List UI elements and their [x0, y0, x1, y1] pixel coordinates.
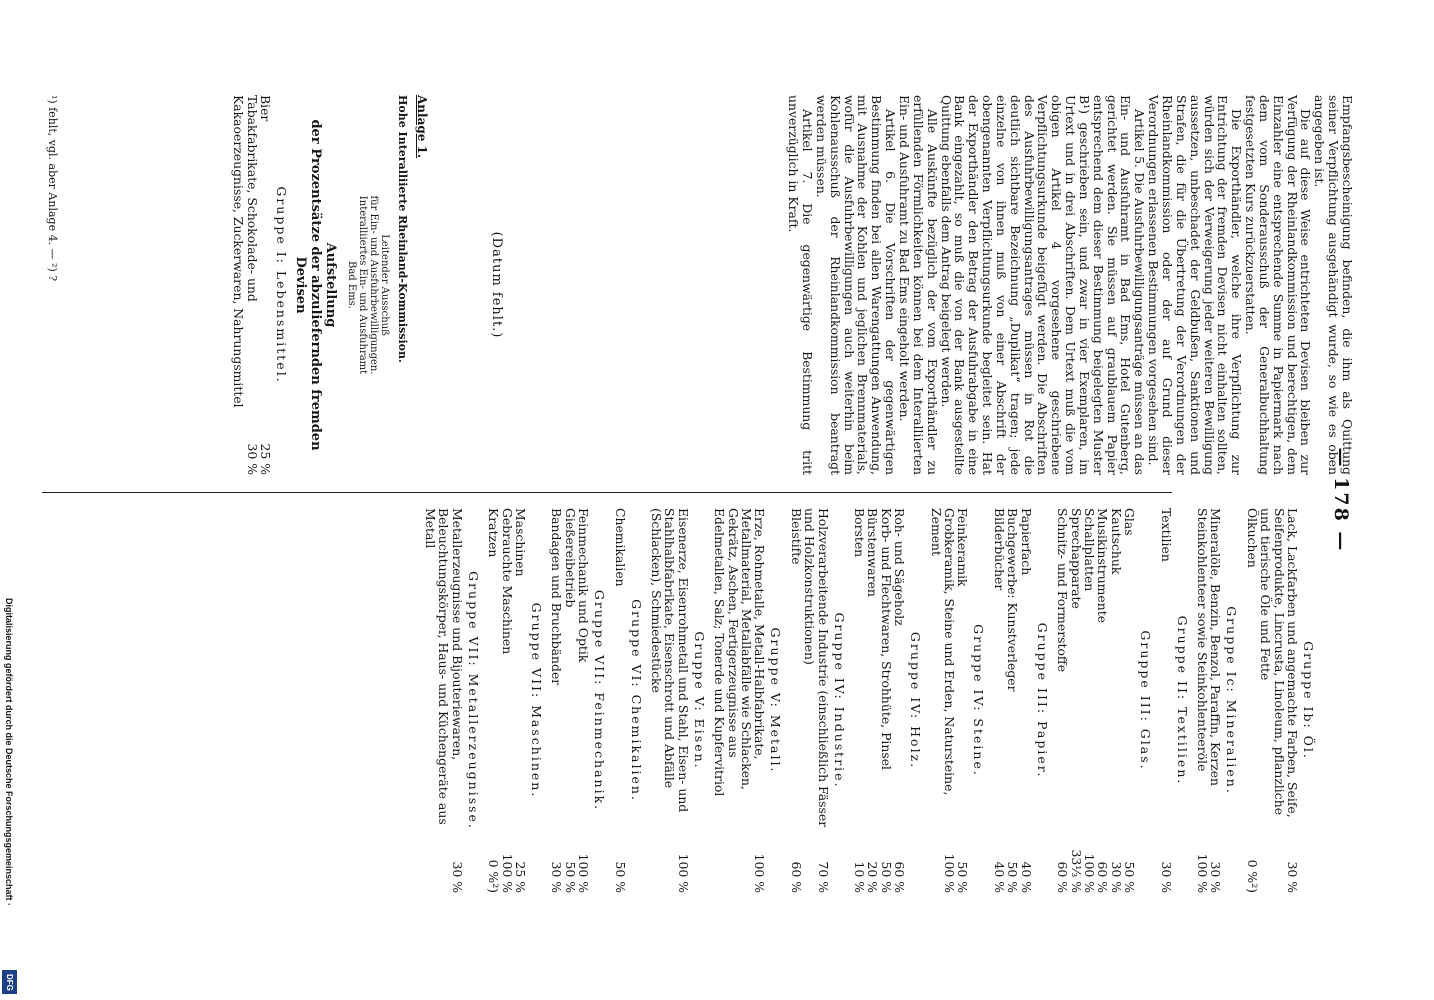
paragraph: Empfangsbescheinigung befinden, die ihm als Quittung seiner Verpflichtung ausgehändigt wurde, so wie es oben angegeben ist. — [1312, 95, 1355, 475]
table-row — [1196, 508, 1209, 893]
row-value: 50 % — [878, 861, 894, 893]
row-value: 70 % — [815, 861, 831, 893]
row-value: 100 % — [675, 853, 691, 893]
table-row — [1006, 508, 1019, 893]
row-label: Gießereibetrieb — [562, 508, 578, 608]
table-row — [1123, 508, 1136, 893]
committee-line: Bad Ems. — [346, 261, 357, 309]
group-title: Gruppe III: Glas. — [1138, 630, 1154, 771]
group-title: Gruppe VII: Feinmechanik. — [592, 589, 608, 812]
annex-title — [293, 95, 338, 475]
row-label: Kratzen — [486, 508, 502, 558]
group-title: Gruppe IV: Steine. — [971, 624, 987, 777]
row-value: 30 % — [1208, 861, 1224, 893]
row-value: 60 % — [1095, 861, 1111, 893]
paragraph: Alle Auskünfte bezüglich der vom Exporthändler zu erfüllenden Förmlichkeiten können bei dem Interalliierten Ein- und Ausfuhramt zu Bad Ems eingeholt werden. — [897, 95, 940, 475]
committee-line: für Ein- und Ausfuhrbewilligungen. — [368, 195, 379, 375]
row-label: Bier — [258, 95, 273, 122]
row-value: 60 % — [1055, 861, 1071, 893]
page-number: — 178 — — [1330, 447, 1352, 553]
paragraph: Die Exporthändler, welche ihre Verpflichtung zur Entrichtung der fremden Devisen nicht einhalten sollten, würden sich der Verweigerung jeder weiteren Bewilligung aussetzen, unbeschadet der Geldbußen, Sanktionen und Strafen, die für die Übertretung der Verordnungen der Rheinlandkommission oder der auf Grund dieser Verordnungen erlassenen Bestimmungen vorgesehen sind. — [1146, 95, 1245, 475]
row-label: Bleistifte — [788, 508, 804, 565]
table-row — [1209, 508, 1222, 893]
row-value: 25 % — [512, 861, 528, 893]
left-column — [0, 95, 1434, 475]
row-value: 60 % — [892, 861, 908, 893]
table-row — [993, 508, 1006, 893]
table-row — [956, 508, 969, 893]
annex-title-line: Aufstellung — [323, 242, 338, 328]
table-row — [803, 508, 830, 893]
row-label: Sprechapparate — [1068, 508, 1084, 609]
date-note: (Datum fehlt.) — [489, 231, 504, 339]
row-label: Tabakfabrikate, Schokolade- und Kakaoerzeugnisse, Zuckerwaren, Nahrungsmittel — [231, 95, 260, 408]
paragraph: Die auf diese Weise entrichteten Devisen bleiben zur Verfügung der Rheinlandkommission und berechtigen, dem Einzahler eine entsprechende Summe in Papiermark nach dem vom Sonderausschuß der Generalbuchhaltung festgesetzten Kurs zurückzuerstatten. — [1243, 95, 1314, 475]
committee-block — [346, 95, 390, 475]
row-value: 40 % — [991, 861, 1007, 893]
table-row — [550, 508, 563, 893]
table-row — [879, 508, 892, 893]
row-label: Mineralöle, Benzin, Benzol, Paraffin, Kerzen — [1208, 508, 1224, 787]
row-label: Lack, Lackfarben und angemachte Farben, Seife, Seifenprodukte, Lincrusta, Linoleum, pflanzliche und tierische Öle und Fette — [1258, 508, 1300, 818]
table-row — [713, 508, 767, 893]
dfg-logo: DFG — [2, 970, 17, 994]
group-title: Gruppe V: Metall. — [768, 627, 784, 774]
table-row — [1069, 508, 1082, 893]
row-label: Feinmechanik und Optik — [576, 508, 592, 663]
table-row — [514, 508, 527, 893]
row-value: 30 % — [1108, 861, 1124, 893]
group-title: Gruppe VII: Metallerzeugnisse. — [465, 571, 481, 830]
row-label: Musikinstrumente — [1095, 508, 1111, 624]
table-row — [650, 508, 690, 893]
row-value: 33⅓ % — [1068, 849, 1084, 893]
funding-note — [0, 598, 22, 1000]
table-row — [1056, 508, 1069, 893]
row-value: 50 % — [1005, 861, 1021, 893]
row-value: 10 % — [852, 861, 868, 893]
row-label: Eisenerze, Eisenrohmetall und Stahl, Eisen- und Stahlhalbfabrikate, Eisenschrott und Abfälle (Schlacken), Schmiedestücke — [649, 508, 691, 813]
group-title: Gruppe I: Lebensmittel. — [274, 186, 289, 384]
row-label: Erze, Rohmetalle, Metall-Halbfabrikate, Metallmaterial, Metallabfälle wie Schlacken, Gekrätz, Aschen, Fertigerzeugnisse aus Edelmetallen, Salz; Tonerde und Kupfervitriol — [712, 508, 768, 797]
row-label: Schnitz- und Formerstoffe — [1055, 508, 1071, 673]
row-value: 60 % — [788, 861, 804, 893]
group-title: Gruppe V: Eisen. — [691, 631, 707, 770]
table-row — [789, 508, 802, 893]
group-title: Gruppe IV: Holz. — [908, 631, 924, 770]
table-row — [563, 508, 576, 893]
row-label: Holzverarbeitende Industrie (einschließlich Fässer und Holzkonstruktionen) — [802, 508, 831, 828]
commission-name: Hohe Interalliierte Rheinland-Kommission. — [396, 95, 409, 363]
table-row — [1083, 508, 1096, 893]
row-value: 100 % — [576, 853, 592, 893]
row-value: 30 % — [1285, 861, 1300, 893]
table-row — [1019, 508, 1032, 893]
table-row — [1096, 508, 1109, 893]
group-title: Gruppe VII: Maschinen. — [528, 602, 544, 799]
row-value: 0 %²) — [486, 859, 502, 893]
paragraph: Artikel 7. Die gegenwärtige Bestimmung tritt unverzüglich in Kraft. — [786, 95, 816, 475]
row-label: Buchgewerbe: Kunstverleger — [1005, 508, 1021, 692]
row-value: 50 % — [1122, 861, 1138, 893]
table-row — [893, 508, 906, 893]
table-row — [577, 508, 590, 893]
annex-1 — [232, 95, 429, 475]
table-row — [487, 508, 500, 893]
committee-line: Interalliiertes Ein- und Ausfuhramt — [357, 195, 368, 375]
group-title: Gruppe III: Papier. — [1034, 622, 1050, 779]
row-label: Roh- und Sägeholz — [892, 508, 908, 626]
table-row — [929, 508, 956, 893]
annex-title-line: der Prozentsätze der abzuliefernden fremden Devisen — [293, 119, 323, 451]
row-label: Textilien — [1158, 508, 1174, 562]
row-label: Glas — [1122, 508, 1138, 536]
table-row — [232, 95, 259, 475]
row-value: 0 %²) — [1244, 859, 1260, 893]
paragraph: Artikel 6. Die Vorschriften der gegenwärtigen Bestimmung finden bei allen Warengattungen Anwendung, mit Ausnahme der Kohlen und jeglichen Brennmaterials, wofür die Ausfuhrbewilligungen auch weiterhin beim Kohlenausschuß der Rheinlandkommission beantragt werden müssen. — [813, 95, 899, 475]
row-value: 50 % — [955, 861, 971, 893]
row-value: 50 % — [562, 861, 578, 893]
row-label: Grobkeramik, Steine und Erden, Natursteine, Zement — [928, 508, 958, 796]
group-title: Gruppe Ic: Mineralien. — [1224, 606, 1240, 795]
row-value: 100 % — [942, 853, 958, 893]
row-value: 100 % — [1194, 853, 1210, 893]
row-label: Korb- und Flechtwaren, Strohhüte, Pinsel — [878, 508, 894, 771]
paragraph: Artikel 5. Die Ausfuhrbewilligungsanträge müssen an das Ein- und Ausfuhramt in Bad Ems, Hotel Gutenberg, gerichtet werden. Sie müssen auf graublauem Papier entsprechend dem dieser Bestimmung beigelegten Muster B¹) geschrieben sein, und zwar in vier Exemplaren, im Urtext und in drei Abschriften. Dem Urtext muß die vom obigen Artikel 4 vorgesehene geschriebene Verpflichtungsurkunde beigefügt werden. Die Abschriften des Ausfuhrbewilligungsantrages müssen in Rot die deutlich sichtbare Bezeichnung „Duplikat“ tragen; jede einzelne von ihnen muß von einer Abschrift der obengenannten Verpflichtungsurkunde begleitet sein. Hat der Exporthändler den Betrag der Ausfuhrabgabe in eine Bank eingezahlt, so muß die von der Bank ausgestellte Quittung ebenfalls dem Antrag beigelegt werden. — [938, 95, 1148, 475]
row-value: 30 % — [549, 861, 565, 893]
table-row — [1159, 508, 1172, 893]
row-label: Ölkuchen — [1244, 508, 1260, 568]
row-value: 40 % — [1018, 861, 1034, 893]
row-label: Feinkeramik — [955, 508, 971, 587]
row-label: Schallplatten — [1081, 508, 1097, 592]
row-value: 30 % — [449, 861, 465, 893]
column-divider — [42, 492, 1172, 493]
group-title: Gruppe Ib: Öl. — [1301, 641, 1316, 760]
table-row — [866, 508, 879, 893]
row-label: Borsten — [852, 508, 868, 558]
group-title: Gruppe II: Textilien. — [1174, 615, 1190, 786]
row-value: 100 % — [1081, 853, 1097, 893]
row-value: 100 % — [499, 853, 515, 893]
row-label: Bilderbücher — [991, 508, 1007, 591]
table-row — [500, 508, 513, 893]
row-label: Metallerzeugnisse und Bijouteriewaren, Beleuchtungskörper, Haus- und Küchengeräte aus Metall — [422, 508, 465, 825]
annex-label: Anlage 1. — [415, 95, 429, 159]
row-value: 100 % — [752, 853, 768, 893]
row-value: 20 % — [865, 861, 881, 893]
row-label: Papierfach — [1018, 508, 1034, 576]
table-row — [1259, 508, 1299, 893]
table-row — [853, 508, 866, 893]
row-label: Bandagen und Bruchbänder — [549, 508, 565, 686]
row-label: Maschinen — [512, 508, 528, 577]
table-row — [259, 95, 272, 475]
footnote: ¹) fehlt, vgl. aber Anlage 4. — ²) ? — [46, 95, 59, 282]
group-list — [424, 508, 1322, 893]
row-value: 50 % — [612, 861, 628, 893]
group-title: Gruppe VI: Chemikalien. — [628, 599, 644, 802]
row-value: 25 % — [258, 443, 273, 475]
group-title: Gruppe IV: Industrie. — [831, 612, 847, 789]
committee-line: Leitender Ausschuß — [379, 234, 390, 336]
row-label: Bürstenwaren — [865, 508, 881, 597]
table-row — [1109, 508, 1122, 893]
table-row — [424, 508, 464, 893]
right-column — [0, 508, 1434, 893]
row-label: Steinkohlenteer sowie Steinkohlenteeröle — [1194, 508, 1210, 772]
row-label: Chemikalien — [612, 508, 628, 587]
table-row — [613, 508, 626, 893]
funding-note-text: Digitalisierung gefördert durch die Deutsche Forschungsgemeinschaft · — [4, 598, 14, 907]
row-label: Kautschuk — [1108, 508, 1124, 575]
row-value: 30 % — [1158, 861, 1174, 893]
table-row — [1245, 508, 1258, 893]
row-value: 30 % — [244, 443, 260, 475]
regulation-text — [786, 95, 1354, 475]
row-label: Gebrauchte Maschinen — [499, 508, 515, 655]
